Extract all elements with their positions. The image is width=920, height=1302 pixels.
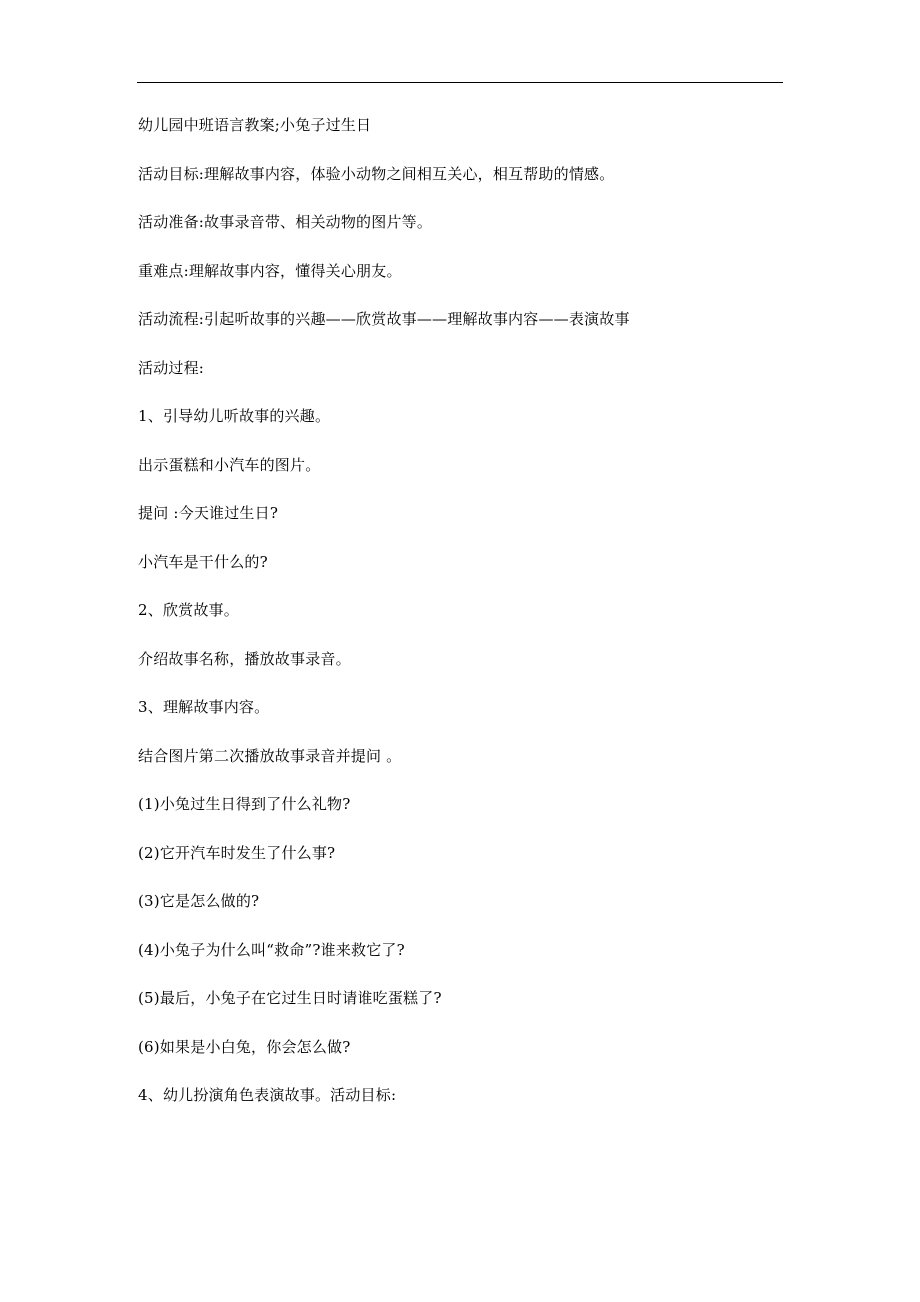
document-body [138, 113, 778, 1132]
activity-flow: 活动流程:引起听故事的兴趣——欣赏故事——理解故事内容——表演故事 [138, 310, 630, 328]
activity-preparation: 活动准备:故事录音带、相关动物的图片等。 [138, 213, 433, 231]
step-4-heading: 4、幼儿扮演角色表演故事。活动目标: [138, 1086, 397, 1104]
key-points: 重难点:理解故事内容，懂得关心朋友。 [138, 261, 402, 280]
question-item: (2)它开汽车时发生了什么事? [138, 843, 336, 862]
activity-process-heading: 活动过程: [138, 358, 205, 377]
step-1-heading: 1、引导幼儿听故事的兴趣。 [138, 407, 331, 425]
header-rule [137, 82, 783, 83]
question-item: (3)它是怎么做的? [138, 892, 260, 910]
activity-goal: 活动目标:理解故事内容，体验小动物之间相互关心，相互帮助的情感。 [138, 164, 615, 183]
paragraph: 小汽车是干什么的? [138, 552, 268, 571]
step-2-heading: 2、欣赏故事。 [138, 601, 239, 619]
paragraph: 结合图片第二次播放故事录音并提问 。 [138, 746, 402, 765]
question-item: (6)如果是小白兔，你会怎么做? [138, 1037, 351, 1056]
question-item: (4)小兔子为什么叫“救命”?谁来救它了? [138, 940, 405, 959]
question-item: (5)最后，小兔子在它过生日时请谁吃蛋糕了? [138, 989, 442, 1007]
paragraph: 介绍故事名称，播放故事录音。 [138, 649, 351, 668]
question-item: (1)小兔过生日得到了什么礼物? [138, 795, 351, 813]
paragraph: 提问 :今天谁过生日? [138, 504, 279, 522]
paragraph: 出示蛋糕和小汽车的图片。 [138, 455, 321, 474]
document-title: 幼儿园中班语言教案;小兔子过生日 [138, 116, 372, 134]
step-3-heading: 3、理解故事内容。 [138, 698, 270, 716]
